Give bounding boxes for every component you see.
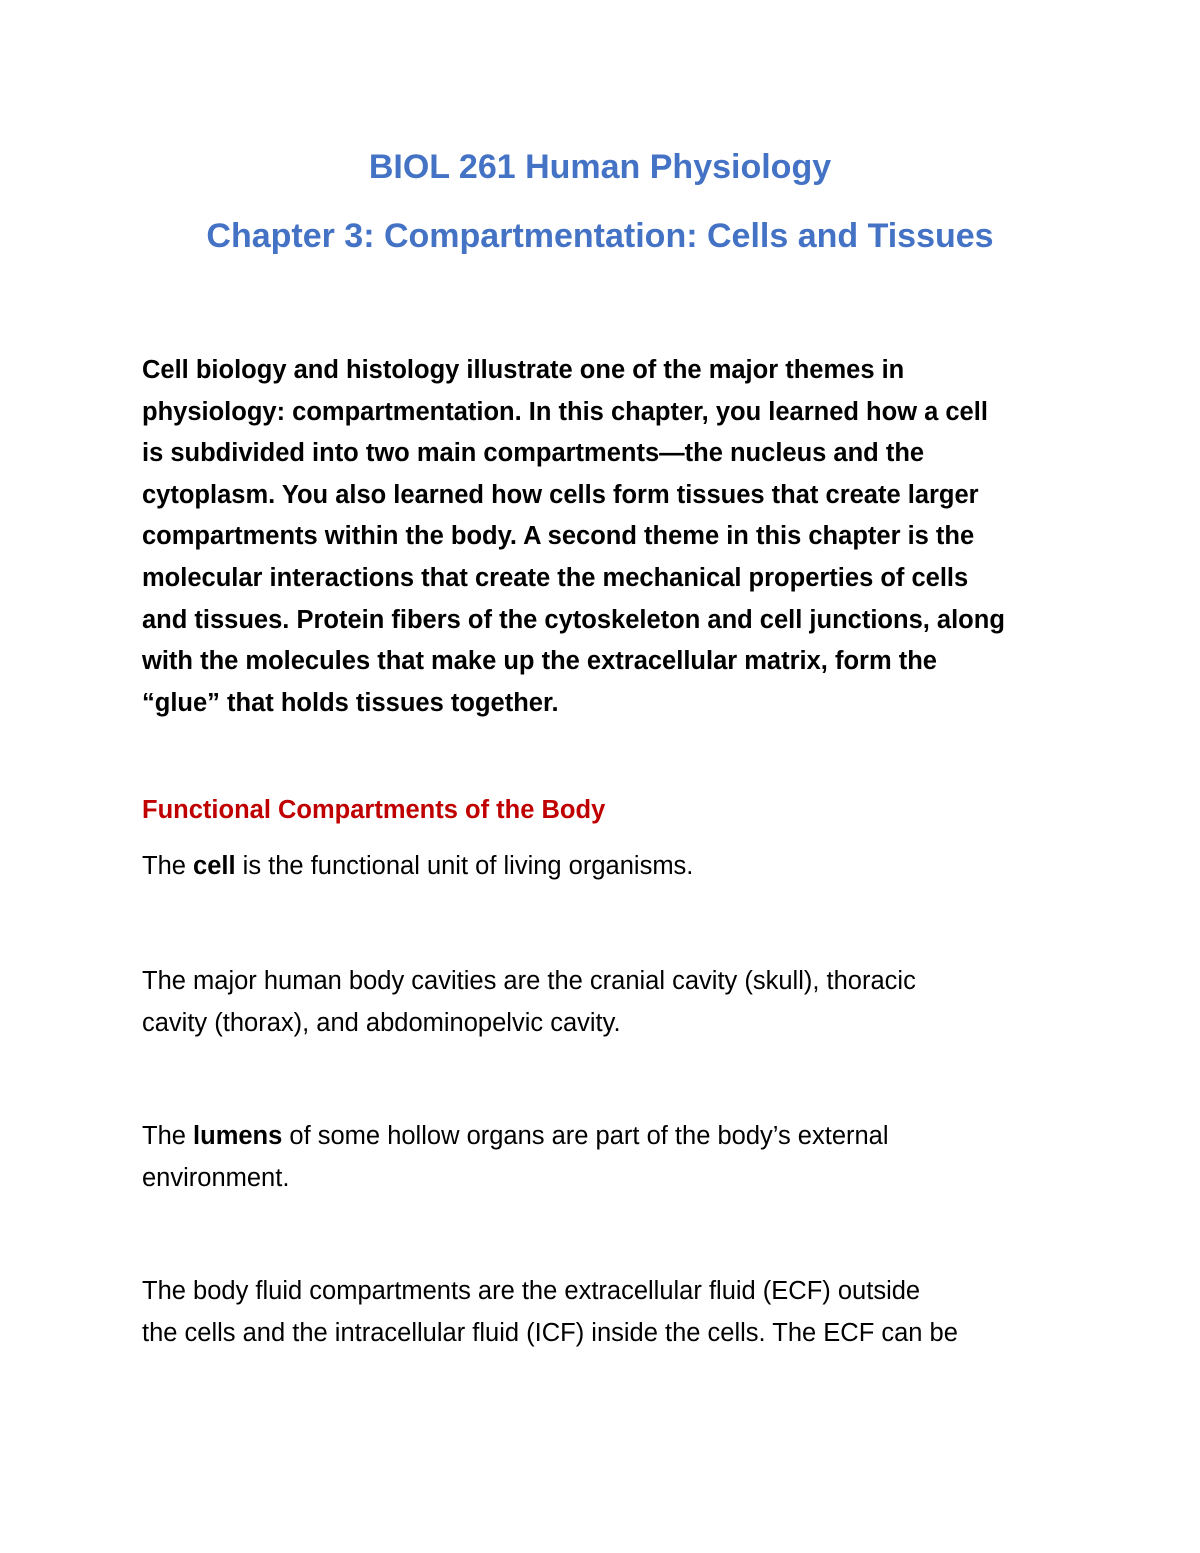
intro-line: compartments within the body. A second theme in this chapter is the [142, 522, 975, 551]
intro-line: and tissues. Protein fibers of the cytoskeleton and cell junctions, along [142, 605, 1005, 634]
text-run: of some hollow organs are part of the body’s external [282, 1122, 889, 1150]
intro-line: is subdivided into two main compartments—the nucleus and the [142, 439, 925, 468]
intro-line: Cell biology and histology illustrate one of the major themes in [142, 356, 905, 384]
bold-term-lumens: lumens [193, 1122, 283, 1150]
paragraph-line: the cells and the intracellular fluid (ICF) inside the cells. The ECF can be [142, 1319, 958, 1347]
intro-line: physiology: compartmentation. In this chapter, you learned how a cell [142, 397, 988, 426]
intro-line: with the molecules that make up the extracellular matrix, form the [142, 647, 937, 676]
section-heading: Functional Compartments of the Body [142, 796, 606, 824]
paragraph-line [142, 845, 1072, 887]
intro-line: “glue” that holds tissues together. [142, 688, 559, 717]
paragraph-lumens [142, 1115, 1072, 1199]
bold-term-cell: cell [193, 852, 236, 880]
intro-line: cytoplasm. You also learned how cells form tissues that create larger [142, 480, 979, 509]
text-run: The [142, 852, 194, 880]
paragraph-line: environment. [142, 1164, 290, 1192]
paragraph-body-fluids [142, 1270, 1072, 1354]
intro-line: molecular interactions that create the mechanical properties of cells [142, 563, 969, 592]
paragraph-body-cavities [142, 960, 1072, 1044]
text-run: The [142, 1122, 194, 1150]
paragraph-line: The major human body cavities are the cranial cavity (skull), thoracic [142, 967, 916, 995]
intro-paragraph [142, 350, 1062, 724]
paragraph-line: cavity (thorax), and abdominopelvic cavity. [142, 1009, 621, 1037]
chapter-title: Chapter 3: Compartmentation: Cells and Tissues [206, 217, 994, 255]
paragraph-line: The body fluid compartments are the extracellular fluid (ECF) outside [142, 1277, 921, 1305]
paragraph-line [142, 1115, 1072, 1157]
text-run: is the functional unit of living organisms. [235, 852, 694, 880]
course-title: BIOL 261 Human Physiology [368, 148, 832, 186]
paragraph-cell [142, 845, 1072, 887]
